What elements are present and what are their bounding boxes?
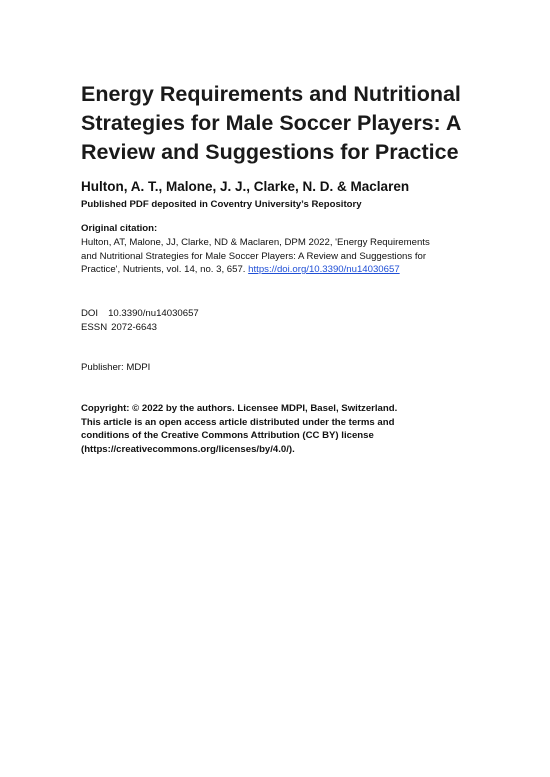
doi-value: 10.3390/nu14030657 xyxy=(108,308,199,319)
essn-value: 2072-6643 xyxy=(111,322,158,333)
title-line: Energy Requirements and Nutritional xyxy=(81,82,461,106)
copyright-line: conditions of the Creative Commons Attribution (CC BY) license xyxy=(81,430,374,441)
doi-row xyxy=(81,307,199,321)
doi-link[interactable]: https://doi.org/10.3390/nu14030657 xyxy=(248,264,400,275)
copyright-line: This article is an open access article distributed under the terms and xyxy=(81,416,395,428)
title-line: Strategies for Male Soccer Players: A xyxy=(81,111,462,135)
citation-line: Practice', Nutrients, vol. 14, no. 3, 657. xyxy=(81,264,246,275)
copyright-line: Copyright: © 2022 by the authors. Licensee MDPI, Basel, Switzerland. xyxy=(81,403,398,414)
citation-line: and Nutritional Strategies for Male Soccer Players: A Review and Suggestions for xyxy=(81,250,427,262)
authors: Hulton, A. T., Malone, J. J., Clarke, N. D. & Maclaren xyxy=(81,179,410,194)
citation-label: Original citation: xyxy=(81,223,158,234)
identifiers xyxy=(81,307,199,335)
essn-label: ESSN xyxy=(81,322,108,333)
doi-label: DOI xyxy=(81,308,99,319)
citation-line: Hulton, AT, Malone, JJ, Clarke, ND & Maclaren, DPM 2022, 'Energy Requirements xyxy=(81,237,430,248)
essn-row xyxy=(81,321,199,335)
copyright-notice xyxy=(81,402,441,456)
publisher: Publisher: MDPI xyxy=(81,362,151,373)
deposit-note: Published PDF deposited in Coventry University’s Repository xyxy=(81,199,362,210)
citation-line-last xyxy=(81,263,471,277)
copyright-line: (https://creativecommons.org/licenses/by/4.0/). xyxy=(81,443,295,455)
title-line: Review and Suggestions for Practice xyxy=(81,140,459,164)
citation-text xyxy=(81,236,471,277)
document-title xyxy=(81,80,481,167)
